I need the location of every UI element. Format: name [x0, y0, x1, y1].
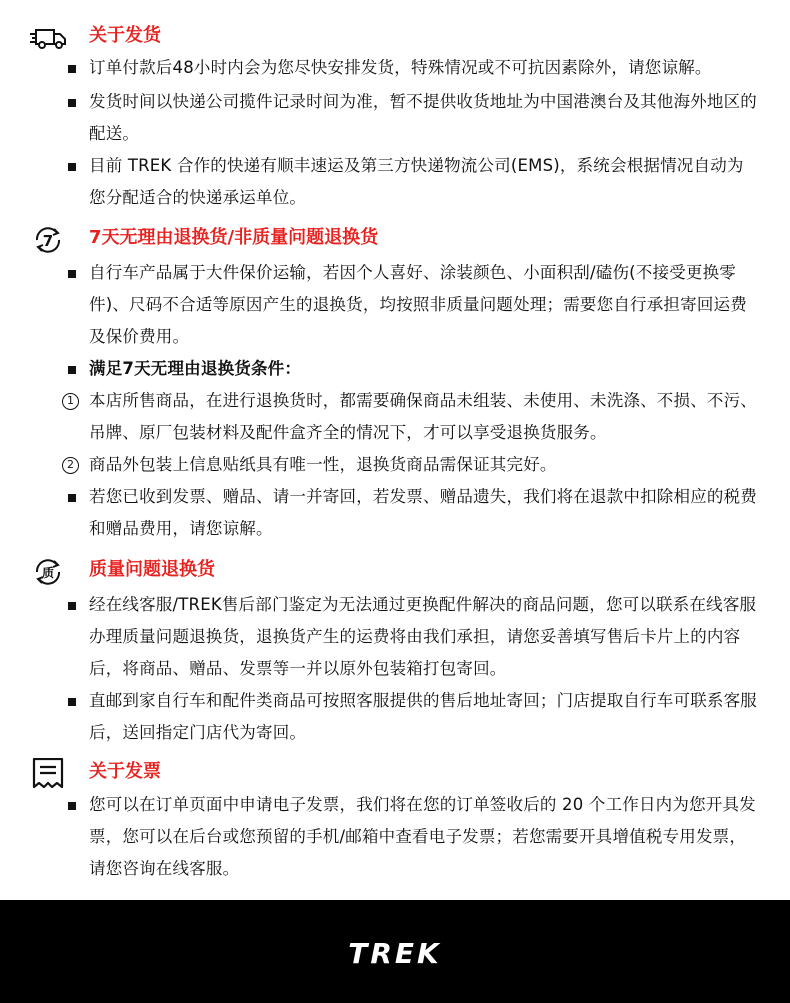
item-text: 订单付款后48小时内会为您尽快安排发货，特殊情况或不可抗因素除外，请您谅解。	[89, 58, 712, 77]
item-text: 本店所售商品，在进行退换货时，都需要确保商品未组装、未使用、未洗涤、不损、不污、吊牌、原厂包装材料及配件盒齐全的情况下，才可以享受退换货服务。	[89, 391, 757, 442]
icon-glyph: 7	[42, 232, 54, 250]
bullet-marker	[68, 65, 76, 73]
bullet-marker	[68, 99, 76, 107]
bullet-marker	[68, 602, 76, 610]
quality-return-icon	[28, 556, 68, 586]
bullet-marker	[68, 494, 76, 502]
number-marker: 2	[62, 457, 79, 474]
bullet-marker	[68, 802, 76, 810]
item-text: 商品外包装上信息贴纸具有唯一性，退换货商品需保证其完好。	[89, 455, 557, 474]
section-header-shipping	[0, 22, 790, 52]
item-text: 自行车产品属于大件保价运输，若因个人喜好、涂装颜色、小面积刮/磕伤(不接受更换零件)、尺码不合适等原因产生的退换货，均按照非质量问题处理；需要您自行承担寄回运费及保价费用。	[89, 263, 747, 346]
delivery-truck-icon	[28, 22, 68, 52]
trek-logo	[315, 940, 475, 968]
invoice-receipt-icon	[28, 758, 68, 788]
item-text: 满足7天无理由退换货条件：	[89, 359, 302, 378]
section-header-invoice	[0, 758, 790, 788]
section-title: 7天无理由退换货/非质量问题退换货	[89, 227, 379, 248]
item-text: 经在线客服/TREK售后部门鉴定为无法通过更换配件解决的商品问题，您可以联系在线客服办理质量问题退换货，退换货产生的运费将由我们承担，请您妥善填写售后卡片上的内容后，将商品、赠品、发票等一并以原外包装箱打包寄回。	[89, 595, 757, 678]
item-text: 目前 TREK 合作的快递有顺丰速运及第三方快递物流公司(EMS)，系统会根据情况自动为您分配适合的快递承运单位。	[89, 156, 744, 207]
logo-text: TREK	[348, 940, 442, 968]
seven-day-return-icon	[28, 224, 68, 254]
section-title: 关于发货	[89, 25, 161, 46]
icon-glyph: 质	[41, 566, 55, 580]
item-text: 若您已收到发票、赠品、请一并寄回，若发票、赠品遗失，我们将在退款中扣除相应的税费和赠品费用，请您谅解。	[89, 487, 757, 538]
item-text: 直邮到家自行车和配件类商品可按照客服提供的售后地址寄回；门店提取自行车可联系客服后，送回指定门店代为寄回。	[89, 691, 757, 742]
item-text: 发货时间以快递公司揽件记录时间为准，暂不提供收货地址为中国港澳台及其他海外地区的配送。	[89, 92, 757, 143]
number-marker: 1	[62, 393, 79, 410]
bullet-marker	[68, 698, 76, 706]
section-header-quality-return	[0, 556, 790, 586]
section-header-7day-return	[0, 224, 790, 254]
bullet-marker	[68, 163, 76, 171]
section-title: 关于发票	[89, 761, 161, 782]
bullet-marker	[68, 270, 76, 278]
section-title: 质量问题退换货	[89, 559, 215, 580]
item-text: 您可以在订单页面中申请电子发票，我们将在您的订单签收后的 20 个工作日内为您开具发票，您可以在后台或您预留的手机/邮箱中查看电子发票；若您需要开具增值税专用发票，请您咨询在线客服。	[89, 795, 756, 878]
bullet-marker	[68, 366, 76, 374]
